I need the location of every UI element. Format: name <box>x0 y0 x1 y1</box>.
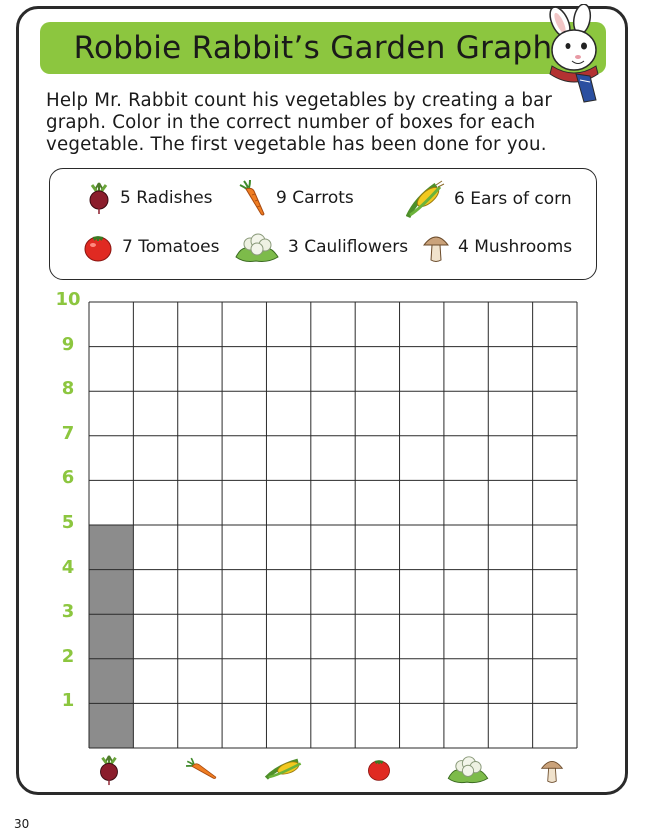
key-label: 3 Cauliflowers <box>288 237 409 257</box>
bar-cell-radish <box>89 570 133 615</box>
carrot-icon <box>238 179 268 217</box>
y-tick-label: 2 <box>61 645 75 667</box>
instructions <box>46 90 576 156</box>
y-tick-label: 9 <box>61 333 75 355</box>
rabbit-mascot-icon <box>538 4 608 104</box>
mushroom-icon <box>540 756 564 784</box>
y-tick-label: 1 <box>61 690 75 712</box>
mushroom-icon <box>422 231 450 263</box>
key-item-tomatoes <box>82 231 219 263</box>
key-label: 5 Radishes <box>120 188 213 208</box>
key-label: 9 Carrots <box>276 188 354 208</box>
y-tick-label: 3 <box>61 601 75 623</box>
bar-graph-grid <box>88 301 578 753</box>
page-number: 30 <box>14 817 30 831</box>
key-item-carrots <box>238 179 354 217</box>
key-item-mushrooms <box>422 231 572 263</box>
instructions-line: vegetable. The first vegetable has been done for you. <box>46 134 547 155</box>
y-tick-label: 4 <box>61 556 75 578</box>
y-tick-label: 6 <box>61 467 75 489</box>
key-label: 6 Ears of corn <box>454 189 572 209</box>
radish-icon <box>96 754 122 786</box>
carrot-icon <box>184 754 218 786</box>
key-item-radishes <box>86 181 213 215</box>
tomato-icon <box>82 231 114 263</box>
tomato-icon <box>366 756 392 782</box>
corn-icon <box>406 179 446 219</box>
vegetable-key <box>49 168 597 280</box>
key-item-corn <box>406 179 572 219</box>
bar-cell-radish <box>89 659 133 704</box>
bar-cell-radish <box>89 614 133 659</box>
instructions-line: Help Mr. Rabbit count his vegetables by creating a bar <box>46 90 553 111</box>
cauliflower-icon <box>446 754 490 784</box>
key-label: 4 Mushrooms <box>458 237 573 257</box>
instructions-line: graph. Color in the correct number of boxes for each <box>46 112 536 133</box>
bar-cell-radish <box>89 525 133 570</box>
y-tick-label: 5 <box>61 512 75 533</box>
page-title: Robbie Rabbit’s Garden Graph <box>73 30 553 66</box>
graph-grid-svg <box>88 301 578 749</box>
y-tick-label: 10 <box>55 289 81 310</box>
key-label: 7 Tomatoes <box>122 237 220 257</box>
corn-icon <box>264 752 308 786</box>
bar-cell-radish <box>89 703 133 748</box>
title-banner <box>40 22 606 74</box>
y-tick-label: 8 <box>61 378 75 400</box>
y-tick-label: 7 <box>61 422 75 444</box>
key-item-cauliflowers <box>234 231 408 263</box>
radish-icon <box>86 181 112 215</box>
cauliflower-icon <box>234 231 280 263</box>
